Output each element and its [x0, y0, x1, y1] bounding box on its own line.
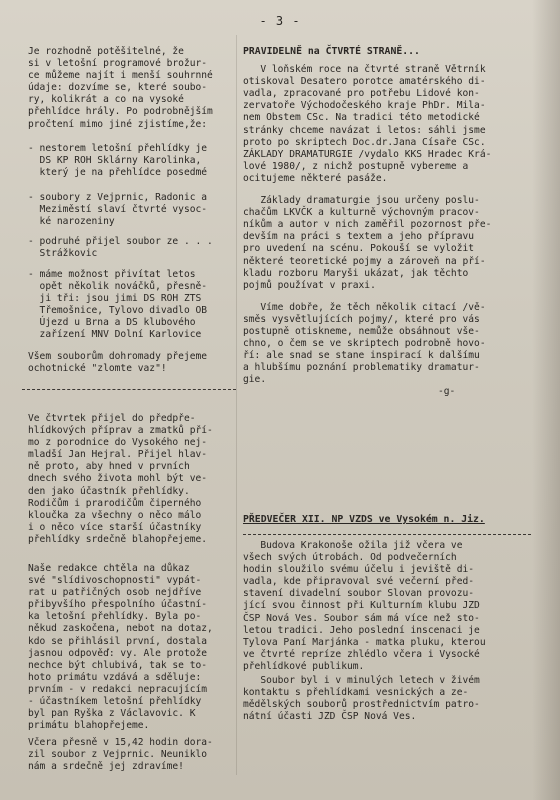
text-line: kloučka za všechny o něco málo [28, 509, 202, 521]
text-line: nechce být chlubivá, tak se to- [28, 659, 208, 671]
text-line: přehlídce hrály. Po podrobnějším [28, 106, 213, 118]
section-heading: PRAVIDELNĚ na ČTVRTÉ STRANĚ... [243, 46, 420, 57]
text-line: kladu rozboru Maryši ukázat, jak těchto [243, 267, 469, 279]
list-item-second-visit [28, 236, 246, 260]
text-line: Rodičům i prarodičům čiperného [28, 497, 202, 509]
text-line: Soubor byl i v minulých letech v živém [243, 675, 480, 687]
text-line: si v letošní programové brožur- [28, 58, 208, 70]
text-line: pro uvedení na scénu. Pokouší se vyložit [243, 243, 475, 255]
text-line: Meziměstí slaví čtvrté vysoc- [28, 204, 208, 216]
text-line: gie. [243, 374, 267, 386]
right-article-2-body [243, 540, 543, 723]
text-line: ry, kolikrát a co na vysoké [28, 94, 184, 106]
text-line: pročtení mimo jiné zjistíme,že: [28, 118, 208, 130]
text-line: Včera přesně v 15,42 hodin dora- [28, 737, 213, 748]
text-line: Ve čtvrtek přijel do předpře- [28, 413, 196, 424]
text-line: prvním - v redakci nepracujícím [28, 683, 208, 695]
text-line: stavení divadelní soubor Slovan provozu- [243, 588, 475, 600]
text-line: mladší Jan Hejral. Přijel hlav- [28, 449, 208, 461]
text-line: - podruhé přijel soubor ze . . . [28, 236, 213, 247]
text-line: přehlídky srdečně blahopřejeme. [28, 533, 208, 545]
text-line: dnech svého života mohl být ve- [28, 473, 208, 485]
text-line: zařízení MNV Dolní Karlovice [28, 329, 202, 341]
first-participant-paragraph [28, 563, 246, 732]
text-line: ří: ale snad se stane inspirací k dalšímu [243, 350, 480, 362]
right-article-1 [243, 46, 543, 399]
text-line: proto po skriptech Doc.dr.Jana Císaře CSc. [243, 136, 486, 148]
text-line: Naše redakce chtěla na důkaz [28, 563, 190, 574]
text-line: Strážkovic [28, 248, 98, 260]
section-divider [22, 389, 236, 390]
text-line: - máme možnost přivítat letos [28, 269, 196, 280]
text-line: hoto primátu vzdává a sděluje: [28, 671, 202, 683]
text-line: primátu blahopřejeme. [28, 720, 150, 732]
text-line: jící svou činnost při Kulturním klubu JZD [243, 600, 480, 612]
text-line: nátní účasti JZD ČSP Nová Ves. [243, 711, 417, 723]
text-line: někud zaskočena, nebot na dotaz, [28, 623, 213, 635]
page-number: - 3 - [259, 14, 301, 28]
text-line: všech svých útrobách. Od podvečerních [243, 552, 457, 564]
text-line: ochotnické "zlomte vaz"! [28, 363, 167, 375]
text-line: zil soubor z Vejprnic. Neuniklo [28, 749, 208, 761]
text-line: některé teoretické pojmy a zároveň na pří- [243, 255, 486, 267]
text-line: kontaktu s přehlídkami vesnických a ze- [243, 687, 469, 699]
intro-paragraph [28, 46, 246, 131]
text-line: i o něco více starší účastníky [28, 521, 202, 533]
text-line: Je rozhodně potěšitelné, že [28, 46, 184, 57]
text-line: ce můžeme najít i menší souhrnné [28, 70, 213, 82]
text-line: ké narozeniny [28, 216, 115, 228]
text-line: rat u patřičných osob nejdříve [28, 587, 202, 599]
list-item-nestor [28, 143, 246, 179]
text-line: jasnou odpověď: vy. Ale protože [28, 647, 208, 659]
text-line: přehlídkové publikum. [243, 660, 365, 672]
text-line: nám a srdečně jej zdravíme! [28, 761, 184, 773]
text-line: hodin sloužilo svému účelu i jeviště di- [243, 564, 475, 576]
text-line: mědělských souborů prostřednictvím patro- [243, 699, 480, 711]
text-line: Třemošnice, Tylovo divadlo OB [28, 305, 208, 317]
text-line: směs vysvětlujících pojmy/, které pro vás [243, 313, 480, 325]
text-line: hlídkových příprav a zmatků pří- [28, 425, 213, 437]
text-line: ji tři: jsou jimi DS ROH ZTS [28, 293, 202, 305]
list-item-newcomers [28, 269, 246, 342]
text-line: své "slídivoschopnosti" vypát- [28, 575, 202, 587]
text-line: vadla, kde připravoval své večerní před- [243, 576, 475, 588]
text-line: byl pan Ryška z Václavovic. K [28, 708, 196, 720]
text-line: devším na práci s textem a jeho přípravu [243, 231, 475, 243]
text-line: nem Obstem CSc. Na tradici této metodické [243, 112, 480, 124]
text-line: pojmů používat v praxi. [243, 279, 376, 291]
newborn-paragraph [28, 413, 246, 546]
text-line: Budova Krakonoše ožila již včera ve [243, 540, 463, 551]
wishes-paragraph [28, 351, 246, 375]
text-line: kdo se přihlásil první, dostala [28, 635, 208, 647]
text-line: mo z porodnice do Vysokého nej- [28, 437, 208, 449]
text-line: postupně otiskneme, nemůže obsáhnout vše- [243, 325, 480, 337]
author-signature: -g- [438, 386, 456, 398]
text-line: stránky chceme navázat i letos: sáhli jsme [243, 124, 486, 136]
section-divider [243, 534, 531, 535]
text-line: - soubory z Vejprnic, Radonic a [28, 192, 208, 203]
text-line: přibyvšího přespolního účastní- [28, 599, 208, 611]
text-line: ně proto, aby hned v prvních [28, 461, 190, 473]
text-line: DS KP ROH Sklárny Karolinka, [28, 155, 202, 167]
text-line: lové 1980/, z nichž postupně vybereme a [243, 160, 469, 172]
text-line: Víme dobře, že těch několik citací /vě- [243, 301, 486, 313]
text-line: vadla, zpracované pro potřebu Lidové kon- [243, 88, 480, 100]
right-article-2 [243, 514, 543, 526]
section-heading: PŘEDVEČER XII. NP VZDS ve Vysokém n. Jiz. [243, 514, 485, 525]
text-line: V loňském roce na čtvrté straně Větrník [243, 64, 486, 76]
text-line: - nestorem letošní přehlídky je [28, 143, 208, 154]
text-line: otiskoval Desatero porotce amatérského di- [243, 76, 486, 88]
text-line: Újezd u Brna a DS klubového [28, 317, 196, 329]
arrival-paragraph [28, 737, 246, 773]
text-line: - účastníkem letošní přehlídky [28, 696, 202, 708]
text-line: chačům LKVČK a kulturně výchovným pracov- [243, 207, 480, 219]
list-item-anniversary [28, 192, 246, 228]
text-line: Základy dramaturgie jsou určeny poslu- [243, 195, 480, 207]
text-line: ZÁKLADY DRAMATURGIE /vydalo KKS Hradec Krá- [243, 148, 492, 160]
text-line: a hlubšímu poznání problematiky dramatur- [243, 362, 480, 374]
text-line: ČSP Nová Ves. Soubor sám má více než sto- [243, 612, 480, 624]
text-line: Všem souborům dohromady přejeme [28, 351, 208, 362]
text-line: ve čtvrté repríze zhlédlo včera i Vysocké [243, 648, 480, 660]
text-line: údaje: dozvíme se, které soubo- [28, 82, 208, 94]
text-line: zervatoře Východočeského kraje PhDr. Mila- [243, 100, 486, 112]
text-line: ocitujeme některé pasáže. [243, 172, 388, 184]
text-line: který je na přehlídce posedmé [28, 167, 208, 179]
text-line: Tylova Paní Marjánka - matka pluku, kterou [243, 636, 486, 648]
text-line: níkům a autor v nich zaměřil pozornost pře- [243, 219, 492, 231]
text-line: letou tradici. Jeho poslední inscenaci je [243, 624, 480, 636]
text-line: chno, o čem se ve skriptech podrobně hovo- [243, 338, 486, 350]
text-line: ka letošní přehlídky. Byla po- [28, 611, 202, 623]
text-line: opět několik nováčků, přesně- [28, 281, 208, 293]
text-line: den jako účastník přehlídky. [28, 485, 190, 497]
